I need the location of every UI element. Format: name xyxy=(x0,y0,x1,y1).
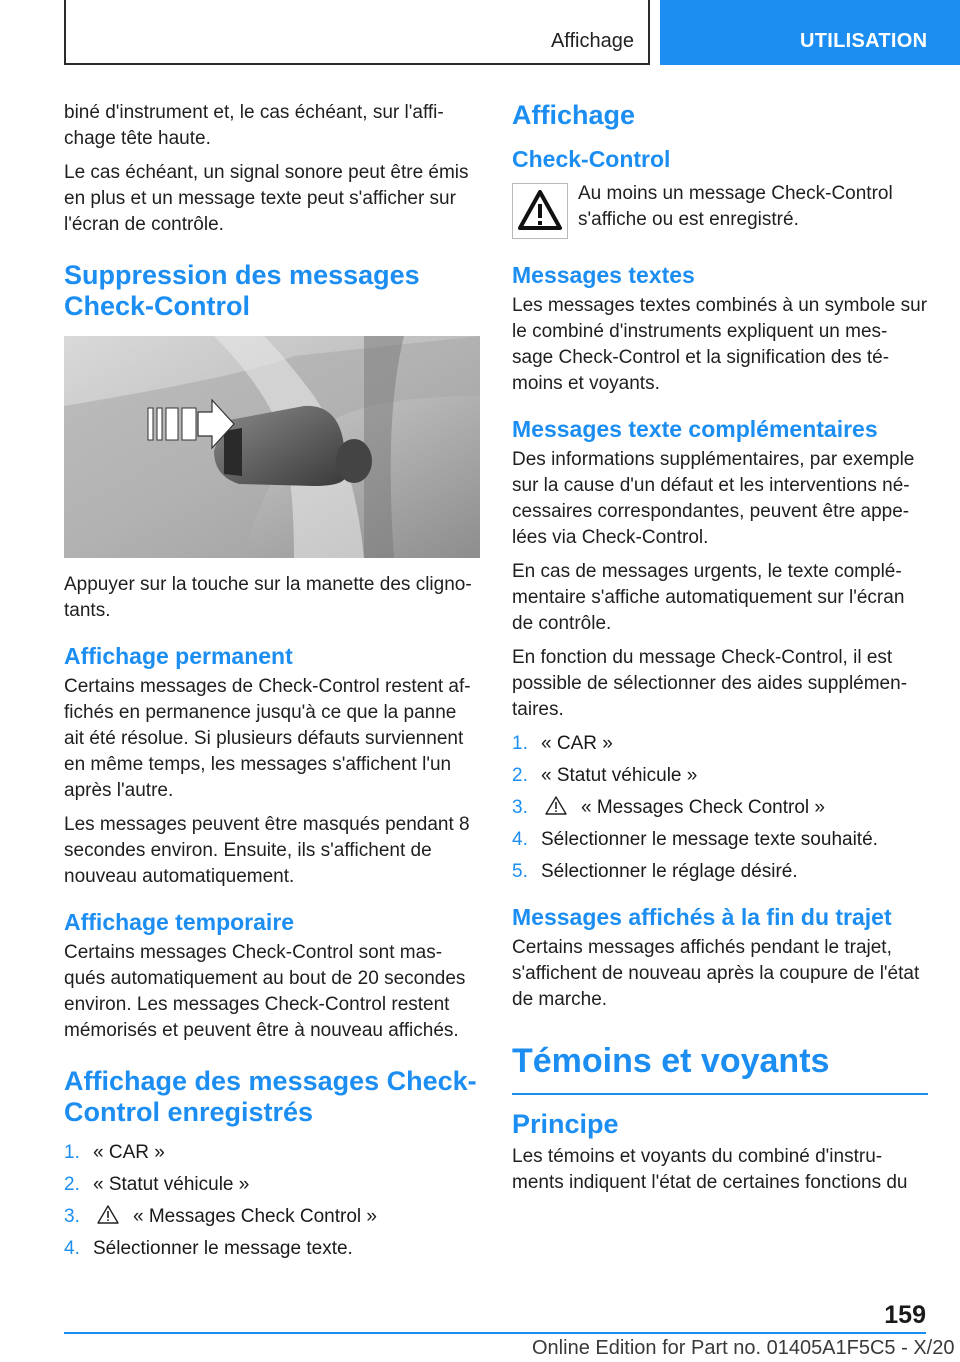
list-item: 1. « CAR » xyxy=(64,1142,165,1163)
display-heading: Affichage xyxy=(512,100,636,130)
end-of-trip-paragraph: Certains messages affichés pendant le trajet, s'affichent de nouveau après la coupure de l'état de marche. xyxy=(512,937,920,1010)
warning-triangle-icon xyxy=(545,796,567,815)
text-messages-heading: Messages textes xyxy=(512,262,695,288)
extra-paragraph-2: En cas de messages urgents, le texte complé‐ mentaire s'affiche automatiquement sur l'écran de contrôle. xyxy=(512,561,905,634)
warning-triangle-icon xyxy=(513,184,567,238)
temporary-paragraph: Certains messages Check-Control sont mas‐ qués automatiquement au bout de 20 secondes environ. Les messages Check-Control restent mémorisés et peuvent être à nouveau affichés. xyxy=(64,942,466,1041)
list-item: 4. Sélectionner le message texte. xyxy=(64,1238,353,1259)
warning-triangle-icon xyxy=(97,1205,119,1224)
temporary-heading: Affichage temporaire xyxy=(64,909,295,935)
list-item: 4. Sélectionner le message texte souhaité. xyxy=(512,829,878,850)
footer-divider xyxy=(64,1332,926,1334)
list-item: 3. « Messages Check Control » xyxy=(512,797,825,818)
permanent-paragraph-2: Les messages peuvent être masqués pendant 8 secondes environ. Ensuite, ils s'affichent de nouveau automatiquement. xyxy=(64,814,470,887)
end-of-trip-heading: Messages affichés à la fin du trajet xyxy=(512,904,892,930)
header-section-title: Affichage xyxy=(550,30,634,52)
extra-paragraph-3: En fonction du message Check-Control, il est possible de sélectionner des aides supplémen‐ taires. xyxy=(512,647,908,720)
principle-paragraph: Les témoins et voyants du combiné d'instru‐ ments indiquent l'état de certaines fonctions du xyxy=(512,1146,908,1193)
header-section-box xyxy=(64,0,650,65)
check-control-text: Au moins un message Check-Control s'affiche ou est enregistré. xyxy=(578,183,893,230)
header-chapter-title: UTILISATION xyxy=(800,30,928,52)
turn-signal-lever-photo xyxy=(64,336,480,558)
intro-paragraph-2: Le cas échéant, un signal sonore peut être émis en plus et un message texte peut s'afficher sur l'écran de contrôle. xyxy=(64,162,469,235)
extra-messages-steps xyxy=(512,731,928,885)
right-column xyxy=(512,100,928,1204)
lamps-heading: Témoins et voyants xyxy=(512,1041,928,1095)
stored-messages-steps xyxy=(64,1140,480,1262)
extra-paragraph-1: Des informations supplémentaires, par exemple sur la cause d'un défaut et les interventions né‐ cessaires correspondantes, peuvent être appe‐ lées via Check-Control. xyxy=(512,449,915,548)
lever-illustration xyxy=(64,336,480,558)
permanent-paragraph-1: Certains messages de Check-Control restent af‐ fichés en permanence jusqu'à ce que la panne ait été résolue. Si plusieurs défauts surviennent en même temps, les messages s'affichent l'un après l'autre. xyxy=(64,676,471,801)
suppression-instruction: Appuyer sur la touche sur la manette des cligno‐ tants. xyxy=(64,574,472,621)
list-item: 5. Sélectionner le réglage désiré. xyxy=(512,861,798,882)
list-item: 2. « Statut véhicule » xyxy=(512,765,698,786)
intro-paragraph-1: biné d'instrument et, le cas échéant, sur l'affi‐ chage tête haute. xyxy=(64,102,444,149)
header-chapter-tab xyxy=(660,0,960,65)
edition-label: Online Edition for Part no. 01405A1F5C5 - X/20 xyxy=(532,1337,955,1359)
suppression-heading: Suppression des messages Check-Control xyxy=(64,260,420,321)
list-item: 3. « Messages Check Control » xyxy=(64,1206,377,1227)
list-item: 1. « CAR » xyxy=(512,733,613,754)
text-messages-paragraph: Les messages textes combinés à un symbole sur le combiné d'instruments expliquent un mes‐ sage Check-Control et la signification des té‐ moins et voyants. xyxy=(512,295,928,394)
principle-heading: Principe xyxy=(512,1109,619,1139)
permanent-heading: Affichage permanent xyxy=(64,643,293,669)
check-control-note xyxy=(512,181,928,243)
extra-messages-heading: Messages texte complémentaires xyxy=(512,416,878,442)
list-item: 2. « Statut véhicule » xyxy=(64,1174,250,1195)
warning-symbol-box xyxy=(512,183,568,239)
stored-messages-heading: Affichage des messages Check-Control enregistrés xyxy=(64,1066,477,1127)
left-column xyxy=(64,100,480,1268)
page-number: 159 xyxy=(884,1301,926,1329)
check-control-heading: Check-Control xyxy=(512,146,671,172)
